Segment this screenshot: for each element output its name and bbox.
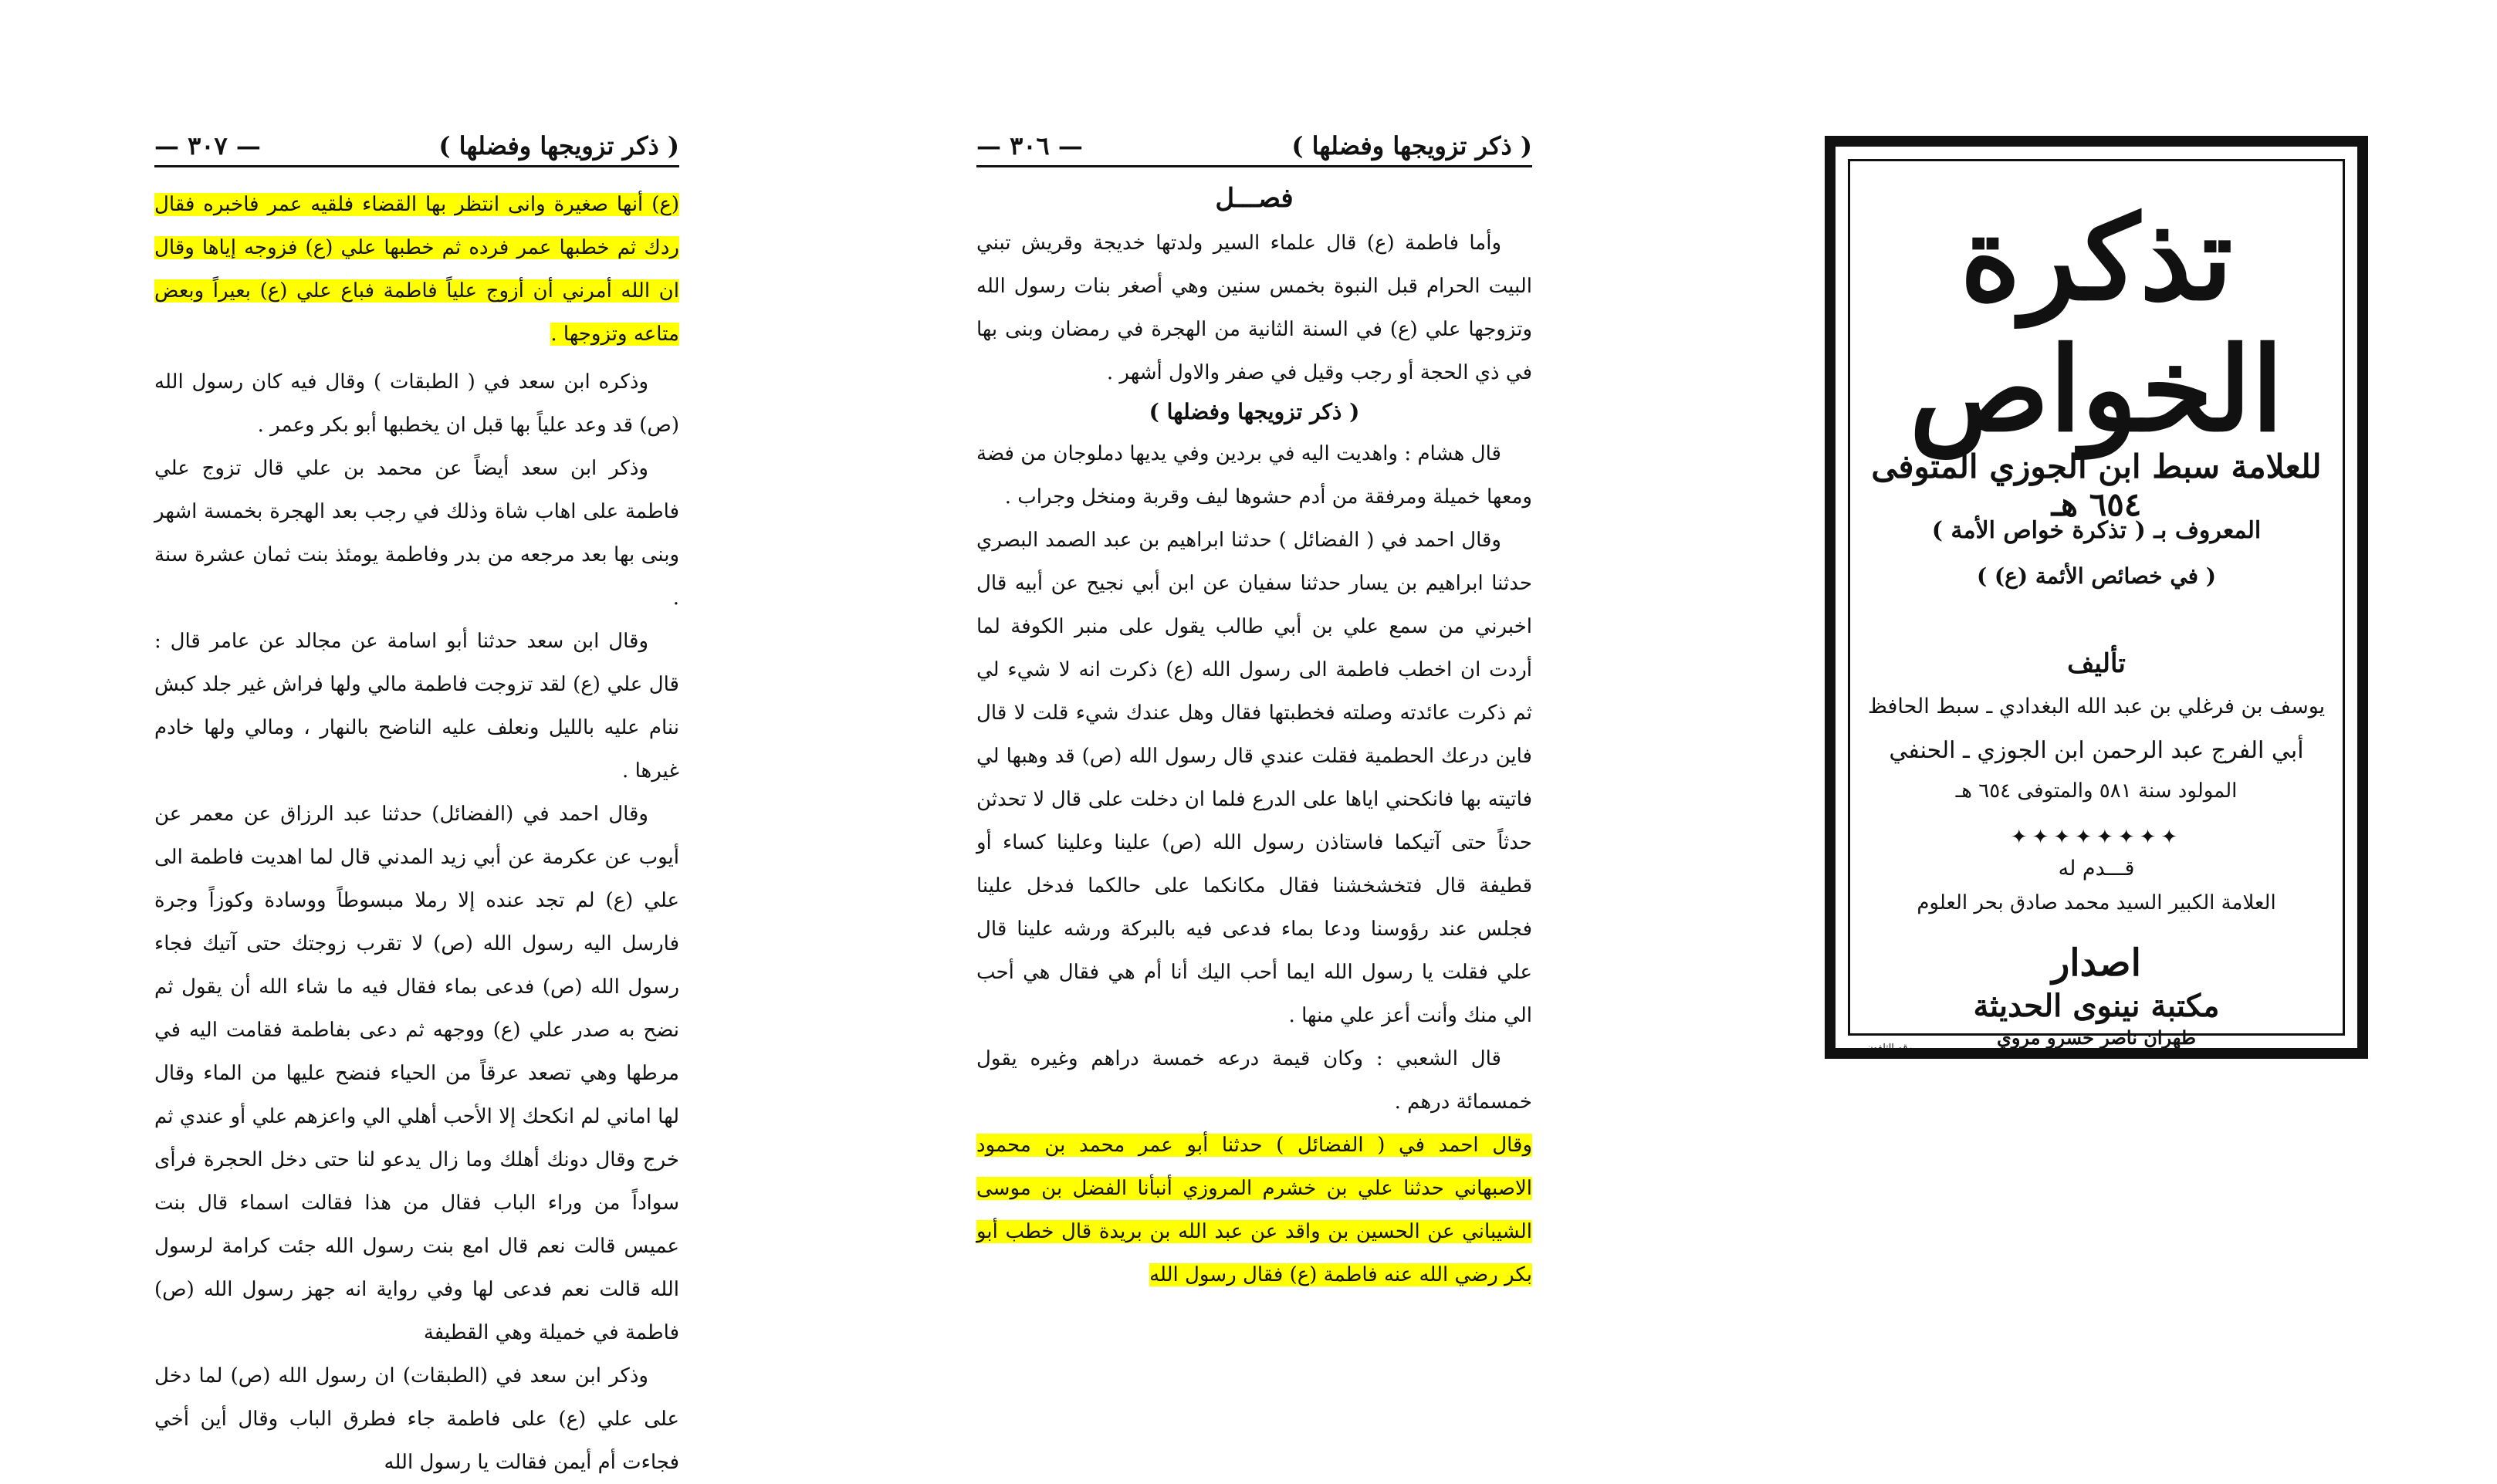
phone-note: رقم التلفون xyxy=(1866,1042,1912,1053)
presented-label: قـــدم له xyxy=(2058,857,2135,881)
section-heading: فصـــل xyxy=(1215,183,1294,214)
highlighted-text: (ع) أنها صغيرة وانى انتظر بها القضاء فلقيه عمر فاخبره فقال ردك ثم خطبها عمر فرده ثم خطبها علي (ع) فزوجه إياها وقال ان الله أمرني أن أزوج علياً فاطمة فباع علي (ع) بعيراً وبعض متاعه وتزوجها . xyxy=(154,193,679,346)
publisher-label: اصدار xyxy=(2052,941,2141,985)
publisher-name: مكتبة نينوى الحديثة xyxy=(1973,988,2220,1024)
page-307 xyxy=(154,131,679,1484)
author-line-3: المولود سنة ٥٨١ والمتوفى ٦٥٤ هـ xyxy=(1955,779,2238,803)
running-header xyxy=(976,131,1532,167)
presenter-name: العلامة الكبير السيد محمد صادق بحر العلوم xyxy=(1917,891,2276,914)
paragraph: قال الشعبي : وكان قيمة درعه خمسة دراهم وغيره يقول خمسمائة درهم . xyxy=(976,1047,1532,1114)
cover-subject: ( في خصائص الأئمة (ع) ) xyxy=(1976,563,2217,589)
highlighted-paragraph xyxy=(976,1124,1532,1296)
subheading: ( ذكر تزويجها وفضلها ) xyxy=(1149,399,1360,424)
paragraph: قال هشام : واهديت اليه في بردين وفي يديها دملوجان من فضة ومعها خميلة ومرفقة من أدم حشوها ليف وقربة ومنخل وجراب . xyxy=(976,442,1532,509)
header-title: ( ذكر تزويجها وفضلها ) xyxy=(438,131,679,161)
publisher-address: طهران ناصر خسرو مروي xyxy=(1997,1026,2196,1049)
page-body xyxy=(154,183,679,1484)
header-title: ( ذكر تزويجها وفضلها ) xyxy=(1291,131,1532,161)
paragraph: وقال احمد في ( الفضائل ) حدثنا ابراهيم بن عبد الصمد البصري حدثنا ابراهيم بن يسار حدثنا سفيان عن ابن أبي نجيح عن أبيه قال اخبرني من سمع علي بن أبي طالب يقول على منبر الكوفة لما أردت ان اخطب فاطمة الى رسول الله (ع) ذكرت انه لا شيء لي ثم ذكرت عائدته وصلته فخطبتها فقال وهل عندك شيء قلت لا قال فاين درعك الحطمية فقلت عندي قال رسول الله (ص) قد وهبها لي فاتيته بها فانكحني اياها على الدرع فلما ان دخلت على قال لا تحدثن حدثاً حتى آتيكما فاستاذن رسول الله (ص) علينا وعلينا كساء أو قطيفة قال فتخشخشنا فقال مكانكما على حالكما فدخل علينا فجلس عند رؤوسنا ودعا بماء فدعى فيه بالبركة ورشه علينا قال علي فقلت يا رسول الله ايما أحب اليك أنا أم هي فقال هي أحب الي منك وأنت أعز علي منها . xyxy=(976,529,1532,1027)
author-line-2: أبي الفرج عبد الرحمن ابن الجوزي ـ الحنفي xyxy=(1889,737,2304,764)
ornament-divider: ✦✦✦✦✦✦✦✦ xyxy=(2010,826,2183,849)
page-number: — ٣٠٧ — xyxy=(154,131,261,161)
paragraph: وقال احمد في (الفضائل) حدثنا عبد الرزاق عن معمر عن أيوب عن عكرمة عن أبي زيد المدني قال لما اهديت فاطمة الى علي (ع) لم تجد عنده إلا رملا مبسوطاً ووسادة وكوزاً وجرة فارسل اليه رسول الله (ص) لا تقرب زوجتك حتى آتيك فجاء رسول الله (ص) فدعى بماء فقال فيه ما شاء الله أن يقول ثم نضح به صدر علي (ع) ووجهه ثم دعى بفاطمة فقامت اليه في مرطها وهي تصعد عرقاً من الحياء فنضح عليها من الماء وقال لها اماني لم انكحك إلا الأحب أهلي الي واعزهم علي أو عندي ثم خرج وقال دونك أهلك وما زال يدعو لنا حتى دخل الحجرة فرأى سواداً من وراء الباب فقال من هذا فقالت اسماء قال بنت عميس قالت نعم قال امع بنت رسول الله جئت كرامة لرسول الله قالت نعم فدعى لها وفي رواية انه جهز رسول الله (ص) فاطمة في خميلة وهي القطيفة xyxy=(154,803,679,1344)
paragraph: وذكره ابن سعد في ( الطبقات ) وقال فيه كان رسول الله (ص) قد وعد علياً بها قبل ان يخطبها أبو بكر وعمر . xyxy=(154,370,679,437)
cover-title: تذكرة الخواص xyxy=(1909,191,2284,458)
paragraph: وذكر ابن سعد في (الطبقات) ان رسول الله (ص) لما دخل على علي (ع) على فاطمة جاء فطرق الباب وقال أين أخي فجاءت أم أيمن فقالت يا رسول الله xyxy=(154,1364,679,1474)
highlighted-text: وقال احمد في ( الفضائل ) حدثنا أبو عمر محمد بن محمود الاصبهاني حدثنا علي بن خشرم المروزي أنبأنا الفضل بن موسى الشيباني عن الحسين بن واقد عن عبد الله بن بريدة قال خطب أبو بكر رضي الله عنه فاطمة (ع) فقال رسول الله xyxy=(976,1134,1532,1286)
paragraph: وقال ابن سعد حدثنا أبو اسامة عن مجالد عن عامر قال : قال علي (ع) لقد تزوجت فاطمة مالي ولها فراش غير جلد كبش ننام عليه بالليل ونعلف عليه الناضح بالنهار ، ومالي ولها خادم غيرها . xyxy=(154,630,679,783)
running-header xyxy=(154,131,679,167)
paragraph: وأما فاطمة (ع) قال علماء السير ولدتها خديجة وقريش تبني البيت الحرام قبل النبوة بخمس سنين وهي أصغر بنات رسول الله وتزوجها علي (ع) في السنة الثانية من الهجرة في رمضان وبنى بها في ذي الحجة أو رجب وقيل في صفر والاول أشهر . xyxy=(976,232,1532,384)
paragraph: وذكر ابن سعد أيضاً عن محمد بن علي قال تزوج علي فاطمة على اهاب شاة وذلك في رجب بعد الهجرة بخمسة اشهر وبنى بها بعد مرجعه من بدر وفاطمة يومئذ بنت ثمان عشرة سنة . xyxy=(154,457,680,610)
book-cover xyxy=(1825,136,2368,1059)
cover-subtitle: للعلامة سبط ابن الجوزي المتوفى ٦٥٤ هـ xyxy=(1871,448,2322,523)
cover-known-as: المعروف بـ ( تذكرة خواص الأمة ) xyxy=(1931,517,2262,544)
page-number: — ٣٠٦ — xyxy=(976,131,1083,161)
page-body xyxy=(976,183,1532,1296)
authorship-label: تأليف xyxy=(2067,648,2126,679)
highlighted-paragraph xyxy=(154,183,679,356)
page-306 xyxy=(976,131,1532,1296)
author-line-1: يوسف بن فرغلي بن عبد الله البغدادي ـ سبط الحافظ xyxy=(1867,695,2326,718)
